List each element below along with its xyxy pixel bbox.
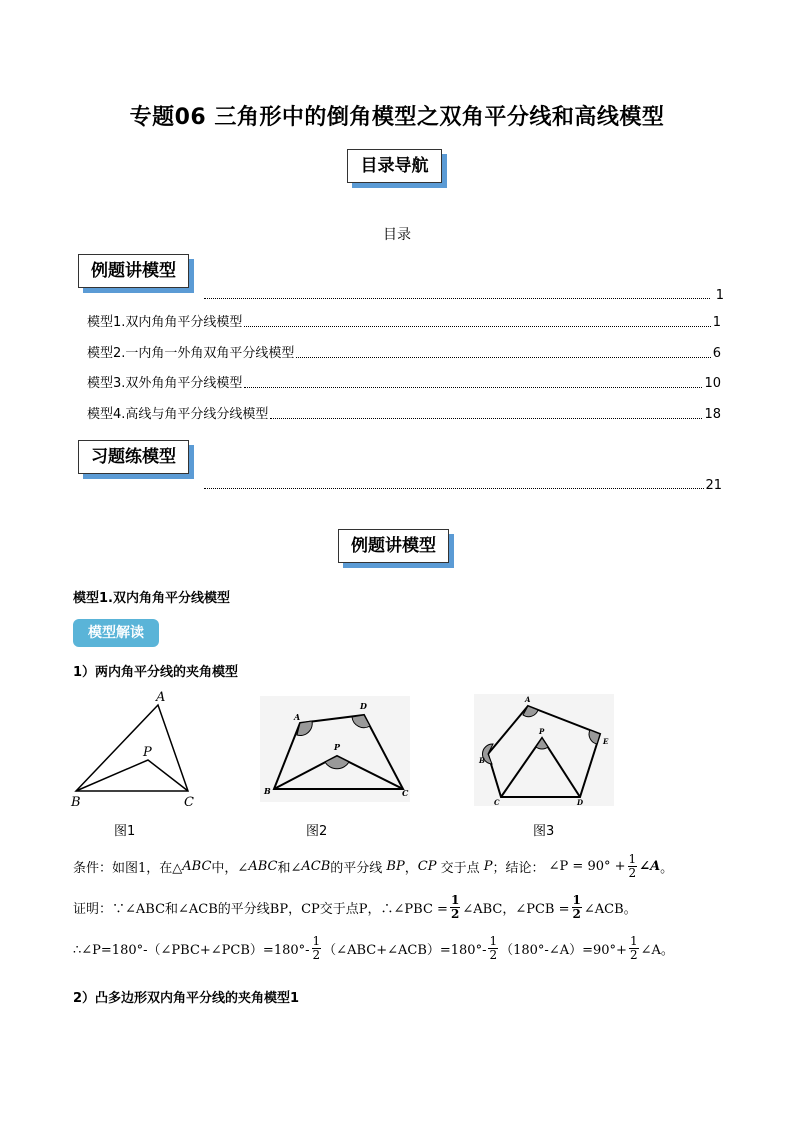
toc-heading: 目录	[383, 227, 411, 243]
figure-3-caption: 图3	[533, 824, 555, 839]
figure-2-caption: 图2	[306, 824, 328, 839]
label-e: E	[603, 737, 609, 746]
toc-item-4[interactable]	[87, 403, 721, 422]
label-b: B	[479, 756, 485, 765]
label-d: D	[360, 701, 367, 711]
toc-section1-page: 1	[715, 288, 724, 303]
toc-section2-leader	[204, 487, 704, 489]
toc-section1-leader	[204, 297, 710, 299]
label-c: C	[494, 798, 500, 806]
label-d: D	[577, 798, 584, 806]
toc-nav-label: 目录导航	[347, 149, 442, 183]
toc-item-label: 模型3.双外角角平分线模型	[87, 376, 243, 391]
sub1-title: 1）两内角平分线的夹角模型	[73, 665, 239, 680]
toc-item-page: 1	[712, 315, 721, 330]
model1-title: 模型1.双内角角平分线模型	[73, 591, 230, 606]
label-b: B	[264, 786, 271, 796]
toc-item-page: 18	[704, 407, 721, 422]
figure-1-caption: 图1	[114, 824, 136, 839]
label-a: A	[525, 695, 531, 704]
toc-item-label: 模型2.一内角一外角双角平分线模型	[87, 346, 295, 361]
label-p: P	[539, 727, 545, 736]
label-a: A	[156, 690, 166, 705]
label-c: C	[184, 795, 194, 810]
page-title: 专题06 三角形中的倒角模型之双角平分线和高线模型	[129, 105, 665, 130]
figure-1	[68, 688, 208, 812]
toc-item-1[interactable]	[87, 311, 721, 330]
condition-line: 条件：如图1，在△ ABC 中，∠ ABC 和∠ ACB 的平分线 BP ， CP 交于点 P ；结论： ∠P = 90° + $\frac{1}{2}$ ∠A 。	[73, 851, 674, 880]
section-heading: 例题讲模型	[338, 529, 449, 563]
bisector-lines	[76, 760, 188, 791]
label-b: B	[71, 795, 81, 810]
toc-section2-page: 21	[705, 478, 722, 493]
toc-section2-label[interactable]: 习题练模型	[78, 440, 189, 474]
toc-item-page: 6	[712, 346, 721, 361]
label-c: C	[402, 788, 409, 798]
toc-item-3[interactable]	[87, 372, 721, 391]
label-a: A	[294, 712, 301, 722]
sub2-title: 2）凸多边形双内角平分线的夹角模型1	[73, 991, 300, 1006]
toc-item-page: 10	[704, 376, 721, 391]
figure-3	[474, 694, 614, 806]
toc-item-label: 模型1.双内角角平分线模型	[87, 315, 243, 330]
model-interpret-badge: 模型解读	[73, 619, 159, 647]
toc-item-label: 模型4.高线与角平分线分线模型	[87, 407, 269, 422]
proof-line-1: 证明：∵∠ABC和∠ACB的平分线BP，CP交于点P，∴∠PBC = $\frac{1}{2}$ ∠ABC，∠PCB = $\frac{1}{2}$ ∠ACB。	[73, 892, 637, 921]
toc-section1-label[interactable]: 例题讲模型	[78, 254, 189, 288]
toc-item-2[interactable]	[87, 342, 721, 361]
label-p: P	[334, 742, 341, 752]
proof-line-2: ∴∠P=180°-（∠PBC+∠PCB）=180°- $\frac{1}{2}$ （∠ABC+∠ACB）=180°- $\frac{1}{2}$ （180°-∠A）=90°+ $\frac{1}{2}$ ∠A。	[73, 933, 674, 962]
figure-2	[260, 696, 410, 802]
label-p: P	[143, 745, 152, 760]
